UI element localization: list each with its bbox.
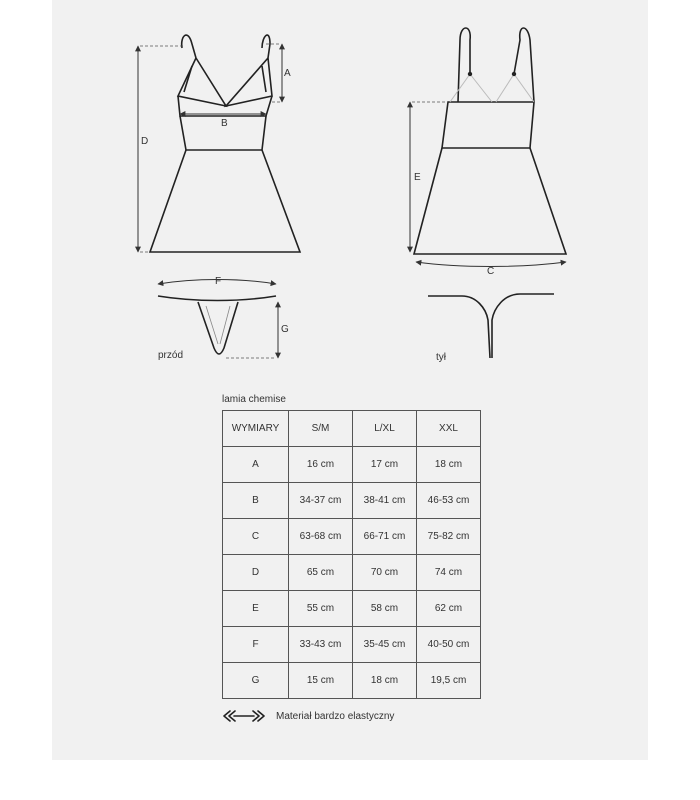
header-cell: L/XL	[353, 411, 417, 447]
legend-text: Materiał bardzo elastyczny	[276, 710, 395, 722]
value-cell: 55 cm	[289, 591, 353, 627]
value-cell: 58 cm	[353, 591, 417, 627]
value-cell: 17 cm	[353, 447, 417, 483]
value-cell: 33-43 cm	[289, 627, 353, 663]
table-row	[223, 555, 481, 591]
label-B: B	[221, 118, 228, 129]
product-name: lamia chemise	[222, 394, 286, 405]
legend	[222, 710, 394, 722]
table-row	[223, 447, 481, 483]
row-label-cell: C	[223, 519, 289, 555]
value-cell: 63-68 cm	[289, 519, 353, 555]
row-label-cell: F	[223, 627, 289, 663]
value-cell: 18 cm	[353, 663, 417, 699]
value-cell: 16 cm	[289, 447, 353, 483]
back-chemise-drawing	[414, 28, 566, 254]
row-label-cell: A	[223, 447, 289, 483]
value-cell: 40-50 cm	[417, 627, 481, 663]
value-cell: 18 cm	[417, 447, 481, 483]
table-row	[223, 591, 481, 627]
label-C: C	[487, 266, 495, 277]
size-table	[222, 410, 481, 699]
header-cell: S/M	[289, 411, 353, 447]
value-cell: 34-37 cm	[289, 483, 353, 519]
value-cell: 62 cm	[417, 591, 481, 627]
value-cell: 70 cm	[353, 555, 417, 591]
table-header-row	[223, 411, 481, 447]
header-cell: XXL	[417, 411, 481, 447]
value-cell: 66-71 cm	[353, 519, 417, 555]
value-cell: 38-41 cm	[353, 483, 417, 519]
table-row	[223, 519, 481, 555]
row-label-cell: B	[223, 483, 289, 519]
row-label-cell: D	[223, 555, 289, 591]
value-cell: 74 cm	[417, 555, 481, 591]
value-cell: 65 cm	[289, 555, 353, 591]
table-row	[223, 483, 481, 519]
row-label-cell: E	[223, 591, 289, 627]
front-caption: przód	[158, 350, 184, 361]
label-F: F	[215, 276, 222, 287]
value-cell: 19,5 cm	[417, 663, 481, 699]
table-row	[223, 627, 481, 663]
back-thong-drawing	[428, 294, 554, 358]
back-caption: tył	[436, 352, 446, 363]
value-cell: 15 cm	[289, 663, 353, 699]
label-D: D	[141, 136, 149, 147]
header-cell: WYMIARY	[223, 411, 289, 447]
label-G: G	[281, 324, 289, 335]
table-row	[223, 663, 481, 699]
value-cell: 35-45 cm	[353, 627, 417, 663]
label-A: A	[284, 68, 291, 79]
value-cell: 46-53 cm	[417, 483, 481, 519]
stretch-arrows-icon	[222, 710, 266, 722]
row-label-cell: G	[223, 663, 289, 699]
value-cell: 75-82 cm	[417, 519, 481, 555]
label-E: E	[414, 172, 421, 183]
front-chemise-drawing	[150, 35, 300, 252]
front-brief-drawing	[158, 296, 276, 354]
